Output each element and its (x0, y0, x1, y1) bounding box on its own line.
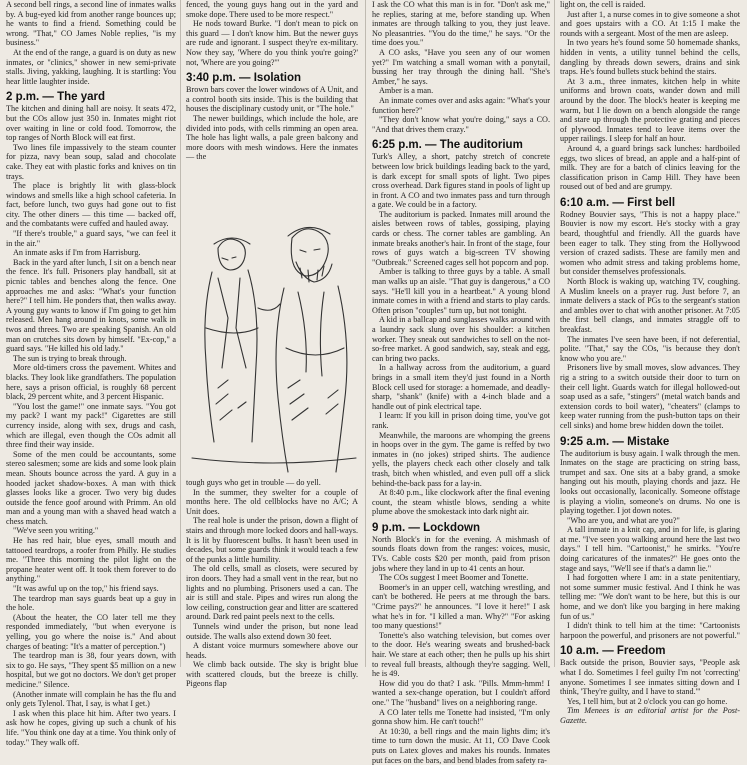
section-freedom (560, 645, 740, 725)
paragraph: We climb back outside. The sky is bright blue with scattered clouds, but the breeze is chilly. Pigeons flap (186, 660, 358, 689)
paragraph: The inmates I've seen have been, if not deferential, polite. "That," say the COs, "is because they don't know who you are." (560, 334, 740, 363)
paragraph: Two lines file impassively to the steam counter for pizza, navy bean soup, salad and chocolate cake. They eat with plastic forks and knives on tin trays. (6, 142, 176, 181)
section-isolation-continued (186, 478, 358, 689)
paragraph: The sun is trying to break through. (13, 353, 127, 363)
inmate-guard-sketch-icon (188, 208, 360, 476)
section-mistake (560, 436, 740, 641)
paragraph: The real hole is under the prison, down a flight of stairs and through more locked doors and hall-ways. It is lit by fluorescent bulbs. It hasn't been used in decades, but some guards think it would teach a few of the punks a little humility. (186, 516, 358, 564)
section-continued (372, 0, 550, 134)
illustration (188, 208, 360, 476)
column-rule (554, 0, 555, 667)
section-lockdown (372, 522, 550, 765)
paragraph: I ask when this place hit him. After two years. I ask how he copes, giving up such a chunk of his life. "You think one day at a time. You think only of today." They walk off. (6, 708, 176, 747)
column-rule (365, 0, 366, 667)
paragraph: Turk's Alley, a short, patchy stretch of concrete between low brick buildings leading back to the yard, is dark except for small spots of light. Two pipes cross overhead. Dark figures stand in pools of light up in front. A CO and two inmates pass and turn through a gate. We could be in a factory. (372, 152, 550, 210)
paragraph: Brown bars cover the lower windows of A Unit, and a control booth sits inside. This is the building that houses the disciplinary custody unit, or "The hole." (186, 85, 358, 114)
paragraph: The kitchen and dining hall are noisy. It seats 472, but the COs allow just 350 in. Inmates might riot over waiting in line or cold food. Tomorrow, the top ranges of North Block will eat first. (6, 104, 176, 143)
section-heading: 3:40 p.m. — Isolation (186, 72, 302, 85)
paragraph: Tunnels wind under the prison, but none lead outside. The walls also extend down 30 feet. (186, 621, 358, 641)
paragraph: "You lost the game!" one inmate says. "You got my pack? I want my pack!" Cigarettes are still currency inside, along with sex, drugs and cash, which are illegal, even though the COs admit all three find their way inside. (6, 401, 176, 450)
paragraph: The place is brightly lit with glass-block windows and smells like a high school cafeteria. In fact, before lunch, two guys had gone out to fist city. The other diners — this time — backed off, and the combatants were cuffed and hauled away. (6, 181, 176, 229)
paragraph: "If there's trouble," a guard says, "we can feel it in the air." (6, 229, 176, 248)
paragraph: "It was awful up on the top," his friend says. (13, 584, 159, 594)
paragraph: Yes, I tell him, but at 2 o'clock you can go home. (567, 696, 728, 706)
section-heading: 10 a.m. — Freedom (560, 645, 666, 658)
paragraph: Rodney Bouvier says, "This is not a happy place." Bouvier is now my escort. He's stocky with a gray beard, thoughtful and friendly. All the guards have been eager to talk. They sting from the Hollywood version of crazed sadists. These are family men and women who admit stress and taking problems home, but consider themselves professionals. (560, 209, 740, 277)
paragraph: Back outside the prison, Bouvier says, "People ask what I do. Sometimes I feel guilty I'm not 'correcting' anyone. Sometimes I see inmates sitting down and I think, 'They're guilty, and I have to stand.'" (560, 658, 740, 697)
paragraph: "They don't know what you're doing," says a CO. "And that drives them crazy." (372, 115, 550, 134)
paragraph: He has red hair, blue eyes, small mouth and tattooed teardrops, a roofer from Philly. He studies me. "Three this morning the pilot light on the propane heater went off. It took them forever to do anything." (6, 536, 176, 584)
section-continued (186, 0, 358, 67)
column-3 (372, 0, 550, 765)
section-the-yard (6, 91, 176, 747)
paragraph: Amber is a man. (379, 86, 434, 96)
paragraph: Tonette's also watching television, but comes over to the door. He's wearing sweats and brushed-back hair. We stare at each other; then he pulls up his shirt to reveal full breasts, although they're sagging. Well, he is 49. (372, 630, 550, 679)
paragraph: More old-timers cross the pavement. Whites and blacks. They look like grandfathers. The population here, says a prison official, is roughly 68 percent black, 29 percent white, and 3 percent Hispanic. (6, 363, 176, 402)
paragraph: A second bell rings, a second line of inmates walks by. A bug-eyed kid from another range bounces up; he wants to find a friend. Something could be wrong. "That," CO James Noble replies, "is my business." (6, 0, 176, 48)
section-isolation (186, 72, 358, 162)
paragraph: At 10:30, a bell rings and the main lights dim; it's time to turn down the music. At 11, CO Dave Cook puts on Latex gloves and makes his rounds. Inmates put faces on the bars, and bend blades from safety ra- (372, 726, 550, 765)
paragraph: Just after 1, a nurse comes in to give someone a shot and goes upstairs with a CO. At 1:15 I make the rounds with a sergeant. Most of the men are asleep. (560, 9, 740, 38)
paragraph: I didn't think to tell him at the time: "Cartoonists harpoon the powerful, and prisoners are not powerful." (560, 621, 741, 640)
paragraph: A distant voice murmurs somewhere above our heads. (186, 641, 358, 660)
paragraph: The newer buildings, which include the hole, are divided into pods, with cells rimming an open area. The hole has light walls, a pale green balcony and more doors with mesh windows. Here the inmates — the (186, 113, 358, 162)
paragraph: fenced, the young guys hang out in the yard and smoke dope. There used to be more respect." (186, 0, 358, 19)
paragraph: In the summer, they swelter for a couple of months here. The old cellblocks have no A/C; A Unit does. (186, 487, 358, 516)
paragraph: Some of the men could be accountants, some stereo salesmen; some are kids and some look plain mean. Shouts bounce across the yard. A guy in a hooded jacket shadow-boxes. A man with thick glasses looks like a grocer. Two very big dudes outside the fence goof around with Primm. An old man and a young man with a shaved head watch a chess match. (6, 449, 176, 526)
paragraph: The old cells, small as closets, were secured by iron doors. They had a small vent in the rear, but no lights and no plumbing. Prisoners used a can. The air is still and stale. Pipes and wires run along the low ceiling, construction gear and litter are scattered around. Dark red paint peels next to the cells. (186, 564, 358, 622)
paragraph: An inmate comes over and asks again: "What's your function here?" (372, 95, 550, 115)
paragraph: In a hallway across from the auditorium, a guard brings in a small item they'd just found in a North Block cell used for storage: a homemade, and deadly-sharp, "shank" (knife) with a 4-inch blade and a handle out of pink electrical tape. (372, 363, 550, 411)
author-credit: Tim Menees is an editorial artist for the Post-Gazette. (560, 706, 740, 725)
paragraph: At 3 a.m., three inmates, kitchen help in white uniforms and brown coats, wander down and mill around by the door. The block's heater is keeping me warm, but I lie down on a bench alongside the range and stare up through the protective grating and pieces of plywood. Inmates tend to leave items over the upper railings. I sleep for half an hour. (560, 76, 740, 144)
paragraph: Back in the yard after lunch, I sit on a bench near the fence. It's full. Prisoners play handball, sit at picnic tables and benches along the fence. One approaches me and asks: "What's your function here?" I tell him. He ponders that, then walks away. A young guy wants to know if I'm going to get him released. Men hang around in knots, some walk in twos and threes. Two are speaking Spanish. An old man on crutches sits down by himself. "Ex-cop," a guard says. "He killed his old lady." (6, 257, 176, 354)
section-heading: 2 p.m. — The yard (6, 91, 106, 104)
paragraph: Around 4, a guard brings sack lunches: hardboiled eggs, two slices of bread, an apple and a half-pint of milk. They are for a batch of clinics leaving for the classification prison in Camp Hill. They have been roused out of bed and are grumpy. (560, 143, 740, 192)
section-intro (6, 0, 176, 86)
section-heading: 6:25 p.m. — The auditorium (372, 139, 523, 152)
paragraph: A CO asks, "Have you seen any of our women yet?" I'm watching a small woman with a ponytail, bussing her tray through the dining hall. "She's Amber," he says. (372, 47, 550, 86)
paragraph: The auditorium is packed. Inmates mill around the aisles between rows of tables, gossiping, playing cards or chess. The corner tables are gambling. An inmate breaks another's hair. In front of the stage, four rows of guys watch a big-screen TV showing "Outbreak." Screened cages sell hot popcorn and pop. (372, 209, 550, 267)
paragraph: I learn: If you kill in prison doing time, you've got rank. (372, 411, 550, 430)
paragraph: He nods toward Burke. "I don't mean to pick on this guard — I don't know him. But the newer guys are rude and ignorant. I suspect they're ex-military. Now they say, 'Where do you think you're going?' not, 'Where are you going?'" (186, 19, 358, 67)
paragraph: The teardrop man says guards beat up a guy in the hole. (6, 593, 176, 613)
column-rule (180, 0, 181, 667)
paragraph: At 8:40 p.m., like clockwork after the final evening count, the steam whistle blows, sending a white plume above the smokestack into dark night air. (372, 488, 550, 517)
paragraph: The COs suggest I meet Boomer and Tonette. (379, 573, 529, 583)
paragraph: The auditorium is busy again. I walk through the men. Inmates on the stage are practicing on string bass, trumpet and sax. One sits at a baby grand, a smoke hanging out his mouth, playing chords and jazz. He looks out occasionally, laconically. Someone offstage is playing a violin, someone's on drums. No one is playing together. I jot down notes. (560, 448, 740, 516)
paragraph: Amber is talking to three guys by a table. A small man walks up an aisle. "That guy is dangerous," a CO says. "He'll kill you in a heartbeat." A young blond inmate comes in with a friend and starts to play cards. Often prison "couples" turn up, but not tonight. (372, 267, 550, 315)
column-4 (560, 0, 741, 725)
paragraph: (Another inmate will complain he has the flu and only gets Tylenol. That, I say, is what I get.) (6, 689, 176, 709)
section-heading: 9:25 a.m. — Mistake (560, 435, 670, 448)
paragraph: At the end of the range, a guard is on duty as new inmates, or "clinics," shower in new semi-private stalls. Jiving, yakking, laughing. It is startling: You hear little laughter inside. (6, 47, 176, 86)
section-auditorium (372, 139, 550, 517)
paragraph: tough guys who get in trouble — do yell. (186, 478, 321, 487)
section-continued (560, 0, 740, 192)
paragraph: "Who are you, and what are you?" (567, 515, 680, 525)
paragraph: light on, the cell is raided. (560, 0, 646, 9)
paragraph: A tall inmate in a knit cap, and in for life, is glaring at me. "I've seen you walking around here the last two days." I tell him. "Cartoonist," he smirks. "You're doing caricatures of the inmates?" He goes onto the stage and says, "We'll see if that's a damn lie." (560, 525, 740, 573)
paragraph: Boomer's in an upper cell, watching wrestling, and can't be bothered. He peers at me through the bars. "Crime pays?" he announces. "I love it here!" I ask what he's in for. "I killed a man. Why?" "For asking too many questions!" (372, 582, 550, 631)
paragraph: Prisoners live by small moves, slow advances. They rig a string to a switch outside their door to turn on their cell light. Guards watch for illegal hollowed-out soap used as a safe, "stingers" (metal watch bands and extension cords to boil water), "cheaters" (clamps to keep water running from the push-button taps on their cell sinks) and home brew hidden down the toilet. (560, 363, 740, 430)
paragraph: In two years he's found some 50 homemade shanks, hidden in vents, a utility tunnel behind the cells, dangling by threads down sewers, drains and sink traps. He's found bullets stuck behind the stairs. (560, 38, 740, 77)
paragraph: A CO later tells me Tonette had insisted, "I'm only gonna show him. He can't touch!" (372, 707, 550, 727)
paragraph: A kid in a ballcap and sunglasses walks around with a laundry sack slung over his shoulder: a kitchen worker. They sneak out sandwiches to sell on the not-so-free market. A good sandwich, say, steak and egg, can bring two packs. (372, 315, 550, 363)
paragraph: I ask the CO what this man is in for. "Don't ask me," he replies, staring at me, before standing up. When inmates are through talking to you, they just leave. No pleasantries. "You do the time," he says. "Or the time does you." (372, 0, 550, 48)
paragraph: North Block is waking up, watching TV, coughing. A Muslim kneels on a prayer rug. Just before 7, an inmate delivers a stack of PGs to the sergeant's station and ambles over to chat with another prisoner. At 7:05 the first bell clangs, and inmates straggle off to breakfast. (560, 277, 740, 334)
section-heading: 9 p.m. — Lockdown (372, 521, 480, 534)
paragraph: Meanwhile, the maroons are whomping the greens in hoops over in the gym. The game is reffed by two inmates in (no jokes) striped shirts. The audience yells, the players check each other closely and talk trash, bitch when whistled, and even pull off a slick behind-the-back pass for a lay-in. (372, 430, 550, 488)
column-1 (6, 0, 176, 747)
paragraph: How did you do that? I ask. "Pills. Mmm-hmm! I wanted a sex-change operation, but I couldn't afford one." The "husband" lives on a neighboring range. (372, 678, 550, 707)
section-first-bell (560, 197, 740, 431)
paragraph: An inmate asks if I'm from Harrisburg. (13, 248, 141, 258)
paragraph: "We've seen you writing." (13, 526, 99, 536)
paragraph: (About the heater, the CO later tell me they responded immediately, "but when everyone is yelling, you go where the noise is." And about charges of beating: "It's a matter of perception.") (6, 612, 176, 651)
paragraph: The teardrop man is 38, four years down, with six to go. He says, "They spent $5 million on a new hospital, but we got no doctors. We don't get proper medicine." Silence. (6, 651, 176, 689)
section-heading: 6:10 a.m. — First bell (560, 196, 676, 209)
paragraph: North Block's in for the evening. A mishmash of sounds floats down from the ranges: voices, music, TVs. Cable costs $20 per month, paid from prison jobs where they land in up to 41 cents an hour. (372, 534, 550, 573)
paragraph: I had forgotten where I am: in a state penitentiary, not some summer music festival. And I think he was telling me: "We don't want to be here, but this is our home, and we don't like you barging in here making fun of us." (560, 573, 740, 621)
